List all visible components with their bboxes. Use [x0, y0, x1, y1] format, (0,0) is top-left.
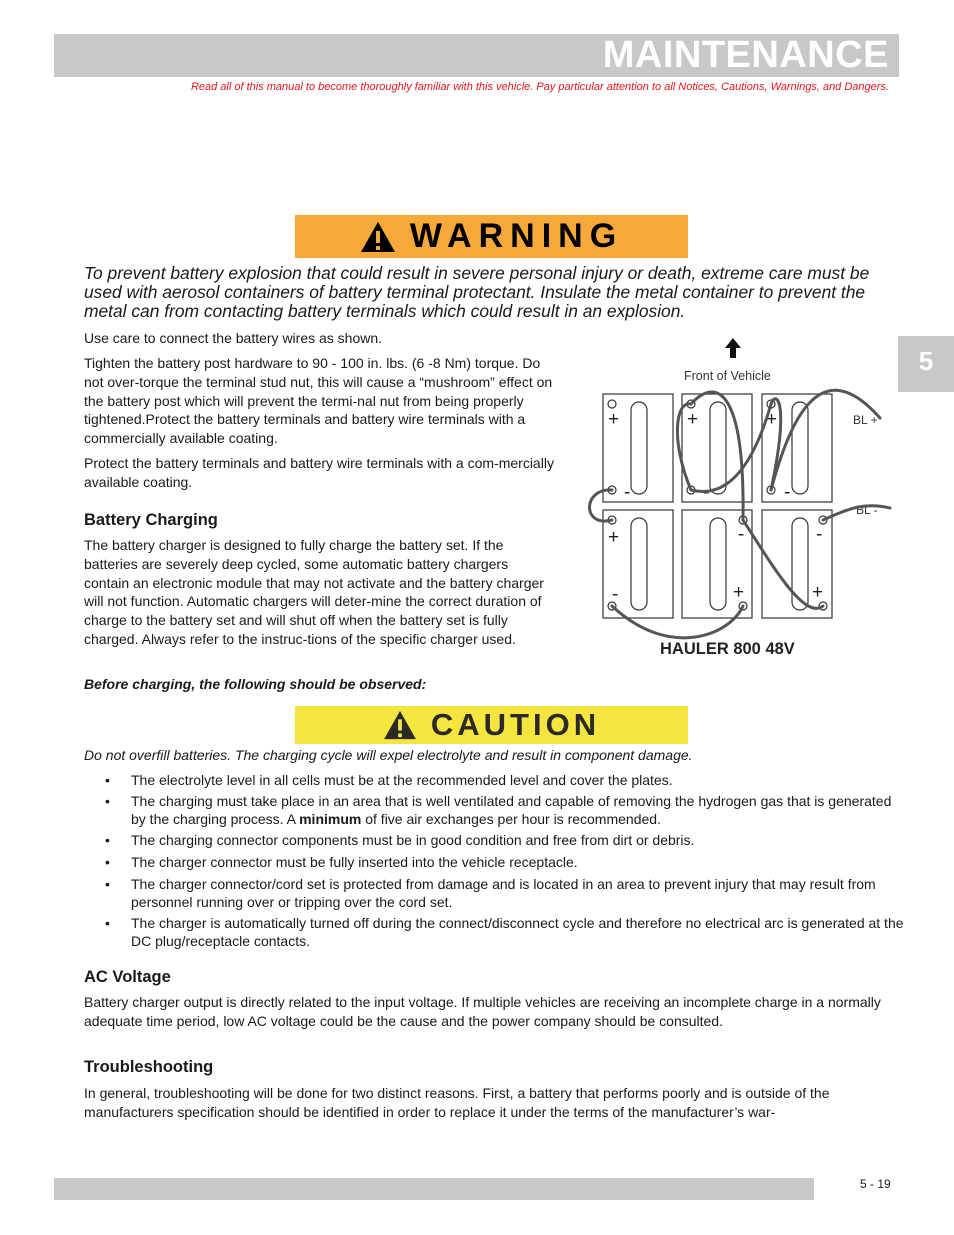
intro-paragraph-3: Protect the battery terminals and battery wire terminals with a com-mercially available coating. — [84, 455, 554, 490]
intro-paragraph-2: Tighten the battery post hardware to 90 - 100 in. lbs. (6 -8 Nm) torque. Do not over-torque the terminal stud nut, this will cause a “mushroom” effect on the battery post which will prevent the termi-nal nut from being properly tightened.Protect the battery terminals and battery wire terminals with a commercially available coating. — [84, 355, 553, 447]
battery-wiring-diagram — [580, 330, 900, 665]
polarity-plus: + — [608, 409, 620, 430]
polarity-minus: - — [738, 524, 745, 545]
battery-charging-text: The battery charger is designed to fully charge the battery set. If the batteries are severely deep cycled, some automatic battery chargers contain an electronic module that may not activate and the battery charger will not function. Automatic chargers will deter-mine the correct duration of charge to the battery set and will shut off when the battery set is fully charged. Always refer to the instruc-tions of the specific charger used. — [84, 537, 544, 647]
header-notice: Read all of this manual to become thoroughly familiar with this vehicle. Pay particular attention to all Notices, Cautions, Warnings, and Dangers. — [190, 81, 889, 93]
troubleshooting-text: In general, troubleshooting will be done for two distinct reasons. First, a battery that performs poorly and is outside of the manufacturers specification should be identified in order to replace it under the terms of the manufacturer’s war- — [84, 1085, 830, 1120]
list-item: • The charger connector must be fully inserted into the vehicle receptacle. — [105, 854, 578, 870]
list-item: • The electrolyte level in all cells must be at the recommended level and cover the plates. — [105, 772, 673, 788]
polarity-plus: + — [766, 409, 778, 430]
list-item: • The charger is automatically turned off during the connect/disconnect cycle and therefore no electrical arc is generated at the DC plug/receptacle contacts. — [105, 915, 904, 949]
front-of-vehicle-label: Front of Vehicle — [684, 369, 771, 383]
section-tab: 5 — [898, 336, 954, 392]
polarity-minus: - — [784, 482, 791, 503]
battery-charging-heading: Battery Charging — [84, 511, 218, 529]
polarity-plus: + — [733, 582, 745, 603]
ac-voltage-heading: AC Voltage — [84, 968, 171, 986]
polarity-plus: + — [687, 409, 699, 430]
polarity-plus: + — [812, 582, 824, 603]
front-arrow-icon — [725, 338, 741, 358]
diagram-caption: HAULER 800 48V — [660, 640, 795, 658]
troubleshooting-heading: Troubleshooting — [84, 1058, 214, 1076]
footer-bar — [54, 1178, 814, 1200]
list-item: • The charger connector/cord set is protected from damage and is located in an area to prevent injury that may result from personnel running over or tripping over the cord set. — [105, 876, 876, 910]
list-item: • The charging connector components must be in good condition and free from dirt or debris. — [105, 832, 695, 848]
warning-label: WARNING — [409, 217, 624, 255]
polarity-plus: + — [608, 527, 620, 548]
bl-plus-label: BL + — [853, 413, 878, 427]
caution-label: CAUTION — [430, 707, 601, 742]
ac-voltage-text: Battery charger output is directly related to the input voltage. If multiple vehicles are receiving an incomplete charge in a normally adequate time period, low AC voltage could be the cause and the power company should be consulted. — [84, 994, 881, 1029]
intro-paragraph-1: Use care to connect the battery wires as shown. — [84, 330, 383, 346]
header-bar — [54, 34, 899, 77]
polarity-minus: - — [703, 482, 710, 503]
caution-triangle-icon — [383, 710, 417, 740]
warning-banner — [295, 215, 688, 258]
before-charging-note: Before charging, the following should be observed: — [84, 676, 427, 692]
bl-minus-label: BL - — [856, 503, 878, 517]
page-number: 5 - 19 — [860, 1177, 891, 1191]
warning-text: To prevent battery explosion that could result in severe personal injury or death, extreme care must be used with aerosol containers of battery terminal protectant. Insulate the metal container to prevent the metal can from contacting battery terminals which could result in an explosion. — [84, 263, 870, 321]
polarity-minus: - — [612, 584, 619, 605]
polarity-minus: - — [816, 524, 823, 545]
list-item: • The charging must take place in an area that is well ventilated and capable of removing the hydrogen gas that is generated by the charging process. A minimum of five air exchanges per hour is recommended. — [105, 793, 892, 827]
warning-triangle-icon — [360, 221, 396, 253]
page-title: MAINTENANCE — [602, 34, 889, 76]
polarity-minus: - — [624, 482, 631, 503]
caution-text: Do not overfill batteries. The charging cycle will expel electrolyte and result in component damage. — [84, 747, 693, 763]
caution-banner — [295, 706, 688, 744]
emphasis-minimum: minimum — [299, 810, 362, 827]
